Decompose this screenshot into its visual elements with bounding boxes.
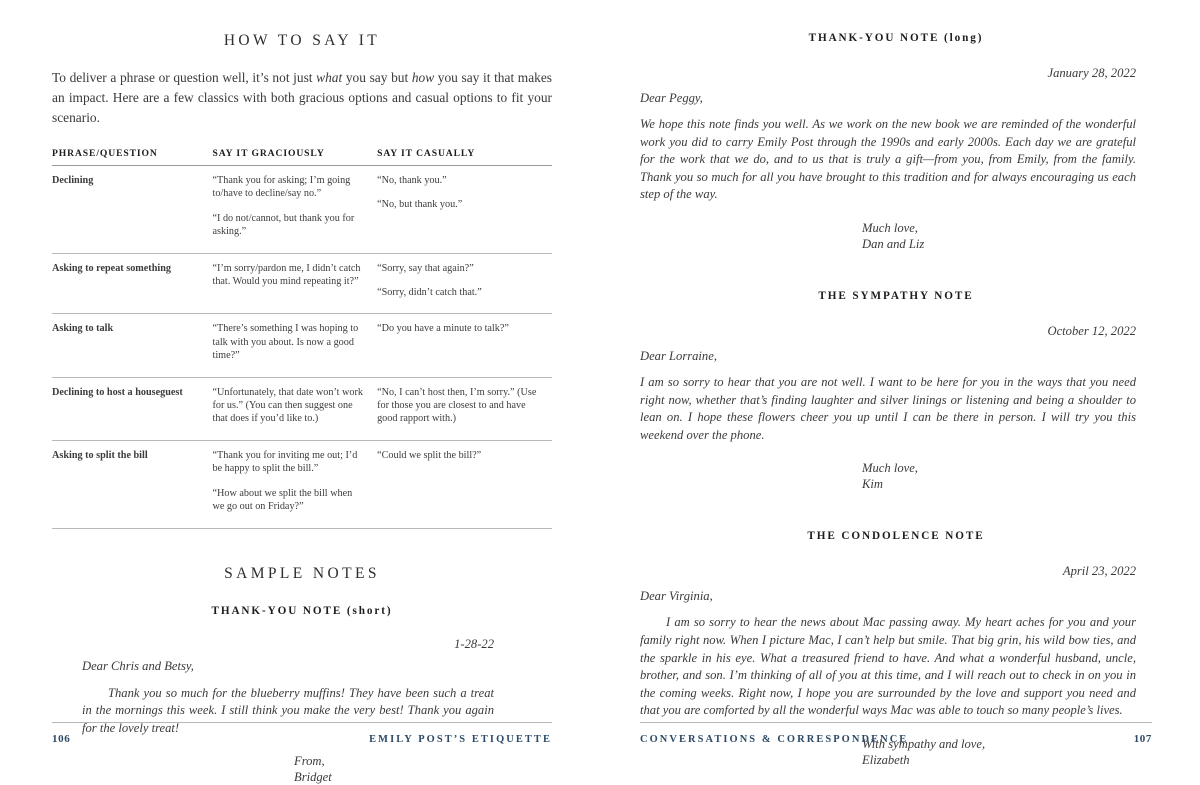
note-sign-off: Much love, xyxy=(862,220,1136,236)
column-header-casually: SAY IT CASUALLY xyxy=(377,148,552,166)
note-sign-off: From, xyxy=(294,753,494,769)
table-header xyxy=(52,148,552,166)
intro-text-part2: you say but xyxy=(342,70,412,85)
row-graciously xyxy=(212,253,377,314)
page-title: HOW TO SAY IT xyxy=(52,0,552,50)
note-salutation: Dear Virginia, xyxy=(640,589,1136,604)
note-signer: Elizabeth xyxy=(862,752,1136,768)
intro-text-part3: you say it that makes an impact. Here are a few classics with both gracious options and casual options to fit your scenario. xyxy=(52,70,552,125)
page-number: 106 xyxy=(52,733,70,745)
note-salutation: Dear Lorraine, xyxy=(640,349,1136,364)
phrase-option: “How about we split the bill when we go out on Friday?” xyxy=(212,487,365,514)
intro-emphasis-what: what xyxy=(316,70,342,85)
phrase-option: “Sorry, say that again?” xyxy=(377,262,540,275)
spacer xyxy=(52,583,552,605)
note-heading-sympathy: THE SYMPATHY NOTE xyxy=(640,290,1152,302)
page-number: 107 xyxy=(1134,733,1152,745)
running-head: EMILY POST’S ETIQUETTE xyxy=(369,734,552,745)
spacer xyxy=(640,252,1152,290)
note-signer: Bridget xyxy=(294,769,494,785)
note-signature xyxy=(640,220,1136,252)
footer-divider xyxy=(640,722,1152,723)
row-phrase: Asking to split the bill xyxy=(52,440,212,528)
table-row xyxy=(52,377,552,440)
note-signature xyxy=(82,753,494,785)
table-row xyxy=(52,314,552,377)
page-footer-right xyxy=(640,722,1152,745)
phrase-option: “There’s something I was hoping to talk with you about. Is now a good time?” xyxy=(212,322,365,362)
note-date: 1-28-22 xyxy=(82,637,494,652)
note-sympathy xyxy=(640,324,1152,492)
how-to-say-it-table xyxy=(52,148,552,529)
phrase-option: “Thank you for asking; I’m going to/have to decline/say no.” xyxy=(212,174,365,201)
row-casually xyxy=(377,253,552,314)
footer-divider xyxy=(52,722,552,723)
page-footer-left xyxy=(52,722,552,745)
note-signer: Dan and Liz xyxy=(862,236,1136,252)
row-phrase: Asking to talk xyxy=(52,314,212,377)
row-graciously xyxy=(212,166,377,254)
intro-paragraph xyxy=(52,68,552,128)
spacer xyxy=(640,492,1152,530)
note-signer: Kim xyxy=(862,476,1136,492)
note-heading-thank-you-short: THANK-YOU NOTE (short) xyxy=(52,605,552,617)
note-body: I am so sorry to hear the news about Mac passing away. My heart aches for you and your family right now. When I picture Mac, I can’t help but smile. That big grin, his wild bow ties, and the sparkle in his eye. What a treasured friend to have. And what a wonderful husband, uncle, brother, and son. I’m thinking of all of you at this time, and I will reach out to check in on you in the coming weeks. Right now, I hope you are surrounded by the love and support you need and that you are comforted by all the wonderful ways Mac was able to touch so many people’s lives. xyxy=(640,614,1136,720)
column-header-graciously: SAY IT GRACIOUSLY xyxy=(212,148,377,166)
page-left xyxy=(0,0,600,771)
row-casually xyxy=(377,377,552,440)
row-phrase: Declining to host a houseguest xyxy=(52,377,212,440)
note-date: October 12, 2022 xyxy=(640,324,1136,339)
row-casually xyxy=(377,440,552,528)
sample-notes-section xyxy=(52,565,552,785)
table-row xyxy=(52,440,552,528)
phrase-option: “Do you have a minute to talk?” xyxy=(377,322,540,335)
table-body xyxy=(52,166,552,529)
phrase-option: “Could we split the bill?” xyxy=(377,449,540,462)
page-right xyxy=(600,0,1200,771)
table-row xyxy=(52,253,552,314)
row-graciously xyxy=(212,377,377,440)
sample-notes-heading: SAMPLE NOTES xyxy=(52,565,552,583)
row-phrase: Asking to repeat something xyxy=(52,253,212,314)
note-heading-condolence: THE CONDOLENCE NOTE xyxy=(640,530,1152,542)
phrase-option: “Thank you for inviting me out; I’d be happy to split the bill.” xyxy=(212,449,365,476)
note-heading-thank-you-long: THANK-YOU NOTE (long) xyxy=(640,32,1152,44)
running-head: CONVERSATIONS & CORRESPONDENCE xyxy=(640,734,908,745)
row-graciously xyxy=(212,440,377,528)
row-casually xyxy=(377,314,552,377)
note-salutation: Dear Peggy, xyxy=(640,91,1136,106)
phrase-option: “No, but thank you.” xyxy=(377,198,540,211)
footer-row xyxy=(640,733,1152,745)
intro-emphasis-how: how xyxy=(412,70,434,85)
row-phrase: Declining xyxy=(52,166,212,254)
table-header-row xyxy=(52,148,552,166)
phrase-option: “I’m sorry/pardon me, I didn’t catch that. Would you mind repeating it?” xyxy=(212,262,365,289)
phrase-option: “I do not/cannot, but thank you for asking.” xyxy=(212,212,365,239)
intro-text-part1: To deliver a phrase or question well, it’s not just xyxy=(52,70,316,85)
note-body: Thank you so much for the blueberry muffins! They have been such a treat in the mornings this week. I still think you make the very best! Thank you again for the lovely treat! xyxy=(82,685,494,738)
note-thank-you-short xyxy=(52,637,552,785)
phrase-option: “No, I can’t host then, I’m sorry.” (Use for those you are closest to and have good rapport with.) xyxy=(377,386,540,426)
note-sign-off: With sympathy and love, xyxy=(862,736,1136,752)
note-salutation: Dear Chris and Betsy, xyxy=(82,659,494,674)
note-thank-you-long xyxy=(640,66,1152,252)
note-body: I am so sorry to hear that you are not well. I want to be here for you in the ways that you need right now, whether that’s finding laughter and silver linings or listening and being a shoulder to lean on. I hope these flowers cheer you up until I can be there in person. I will try you this weekend over the phone. xyxy=(640,374,1136,444)
phrase-option: “No, thank you.” xyxy=(377,174,540,187)
note-date: April 23, 2022 xyxy=(640,564,1136,579)
row-casually xyxy=(377,166,552,254)
phrase-option: “Sorry, didn’t catch that.” xyxy=(377,286,540,299)
spacer xyxy=(640,0,1152,32)
table-row xyxy=(52,166,552,254)
footer-row xyxy=(52,733,552,745)
note-signature xyxy=(640,460,1136,492)
note-date: January 28, 2022 xyxy=(640,66,1136,81)
note-sign-off: Much love, xyxy=(862,460,1136,476)
phrase-option: “Unfortunately, that date won’t work for us.” (You can then suggest one that does if you’d like to.) xyxy=(212,386,365,426)
row-graciously xyxy=(212,314,377,377)
column-header-phrase: PHRASE/QUESTION xyxy=(52,148,212,166)
note-body: We hope this note finds you well. As we work on the new book we are reminded of the wonderful work you did to carry Emily Post through the 1990s and early 2000s. Each day we are grateful for the work that we do, and to us that is truly a gift—from you, from Emily, from the family. Thank you so much for all you have brought to this tradition and for always encouraging us each step of the way. xyxy=(640,116,1136,204)
